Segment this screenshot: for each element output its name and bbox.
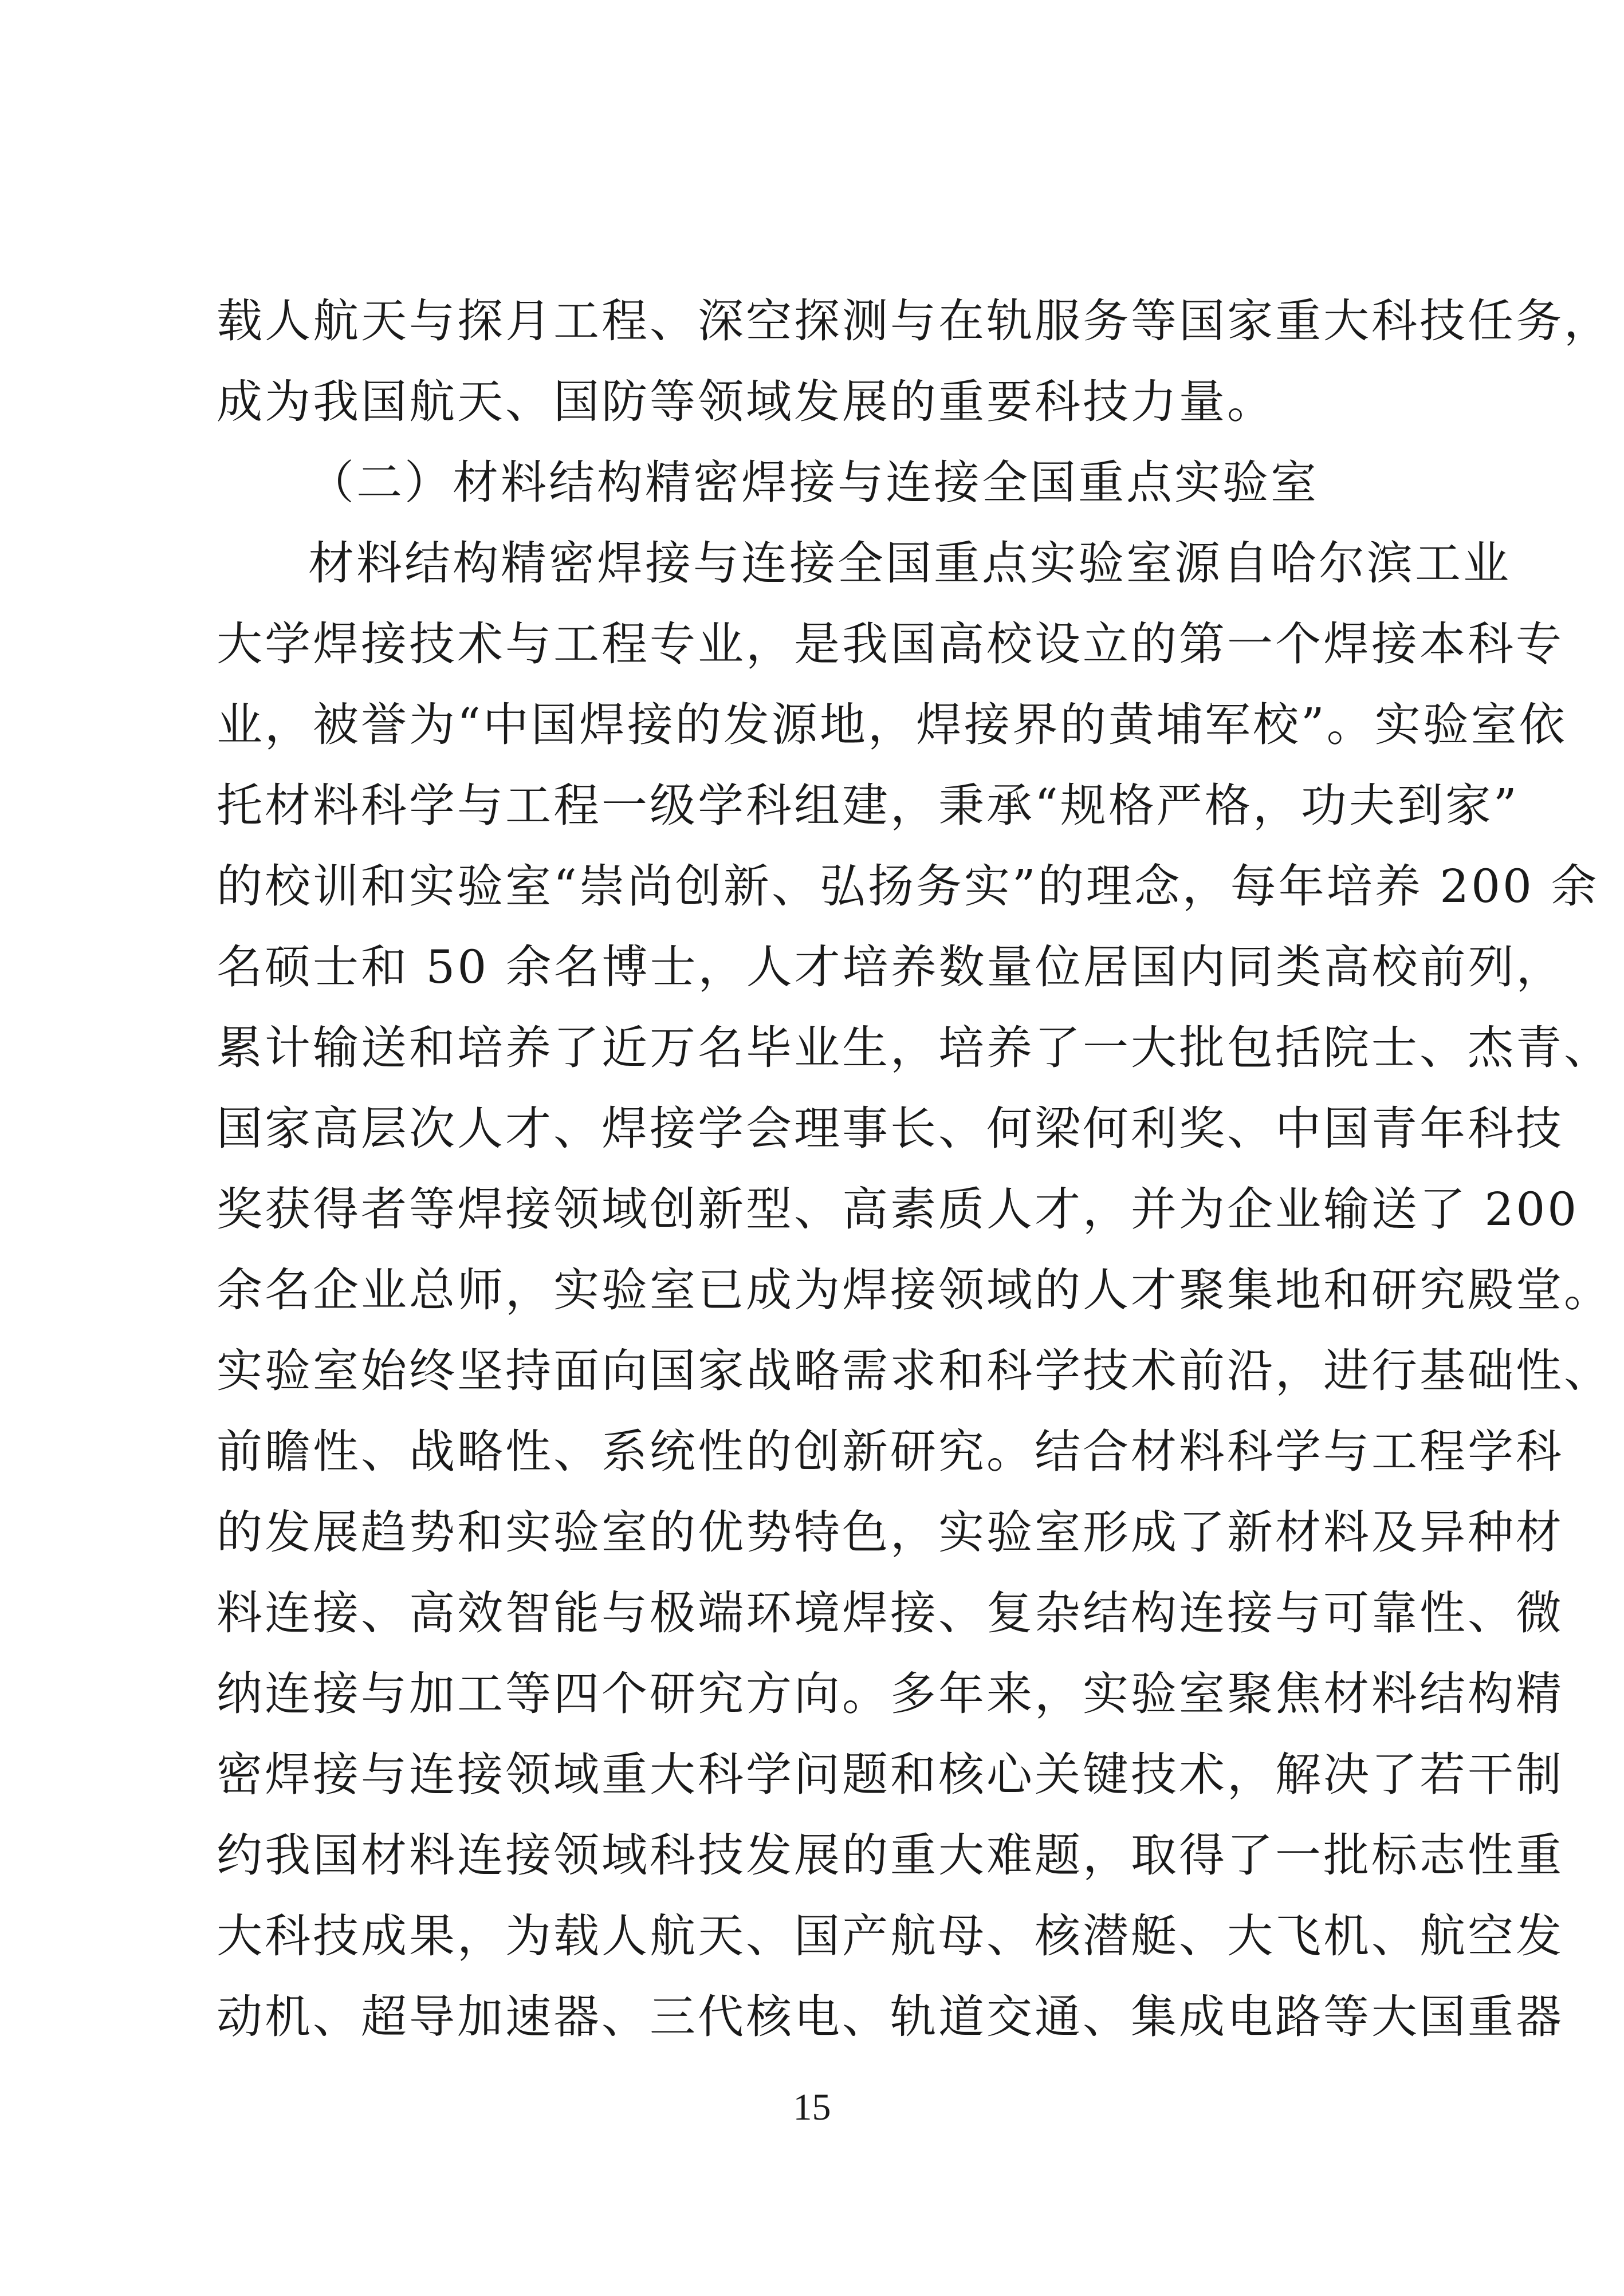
text-line: 名硕士和 50 余名博士，人才培养数量位居国内同类高校前列， — [217, 940, 1564, 994]
text-line: 实验室始终坚持面向国家战略需求和科学技术前沿，进行基础性、 — [217, 1344, 1612, 1397]
section-heading: （二）材料结构精密焊接与连接全国重点实验室 — [308, 456, 1319, 509]
text-line: 托材料科学与工程一级学科组建，秉承“规格严格，功夫到家” — [217, 779, 1519, 832]
text-line: 密焊接与连接领域重大科学问题和核心关键技术，解决了若干制 — [217, 1748, 1564, 1801]
text-line: 的校训和实验室“崇尚创新、弘扬务实”的理念，每年培养 200 余 — [217, 860, 1599, 913]
page-number: 15 — [793, 2086, 831, 2128]
text-line: 成为我国航天、国防等领域发展的重要科技力量。 — [217, 375, 1275, 428]
text-line: 纳连接与加工等四个研究方向。多年来，实验室聚焦材料结构精 — [217, 1667, 1564, 1720]
text-line: 的发展趋势和实验室的优势特色，实验室形成了新材料及异种材 — [217, 1506, 1564, 1559]
text-line: 大科技成果，为载人航天、国产航母、核潜艇、大飞机、航空发 — [217, 1909, 1564, 1963]
paragraph-first-line: 材料结构精密焊接与连接全国重点实验室源自哈尔滨工业 — [308, 537, 1511, 590]
text-line: 前瞻性、战略性、系统性的创新研究。结合材料科学与工程学科 — [217, 1425, 1564, 1478]
text-line: 约我国材料连接领域科技发展的重大难题，取得了一批标志性重 — [217, 1829, 1564, 1882]
text-line: 累计输送和培养了近万名毕业生，培养了一大批包括院士、杰青、 — [217, 1021, 1612, 1074]
text-line: 奖获得者等焊接领域创新型、高素质人才，并为企业输送了 200 — [217, 1183, 1579, 1236]
text-line: 国家高层次人才、焊接学会理事长、何梁何利奖、中国青年科技 — [217, 1102, 1564, 1155]
text-line: 动机、超导加速器、三代核电、轨道交通、集成电路等大国重器 — [217, 1990, 1564, 2043]
text-line: 料连接、高效智能与极端环境焊接、复杂结构连接与可靠性、微 — [217, 1586, 1564, 1640]
text-line: 余名企业总师，实验室已成为焊接领域的人才聚集地和研究殿堂。 — [217, 1263, 1612, 1317]
text-line: 载人航天与探月工程、深空探测与在轨服务等国家重大科技任务， — [217, 294, 1612, 348]
text-line: 大学焊接技术与工程专业，是我国高校设立的第一个焊接本科专 — [217, 617, 1564, 671]
text-line: 业，被誉为“中国焊接的发源地，焊接界的黄埔军校”。实验室依 — [217, 698, 1567, 751]
body-text — [217, 281, 1612, 2057]
